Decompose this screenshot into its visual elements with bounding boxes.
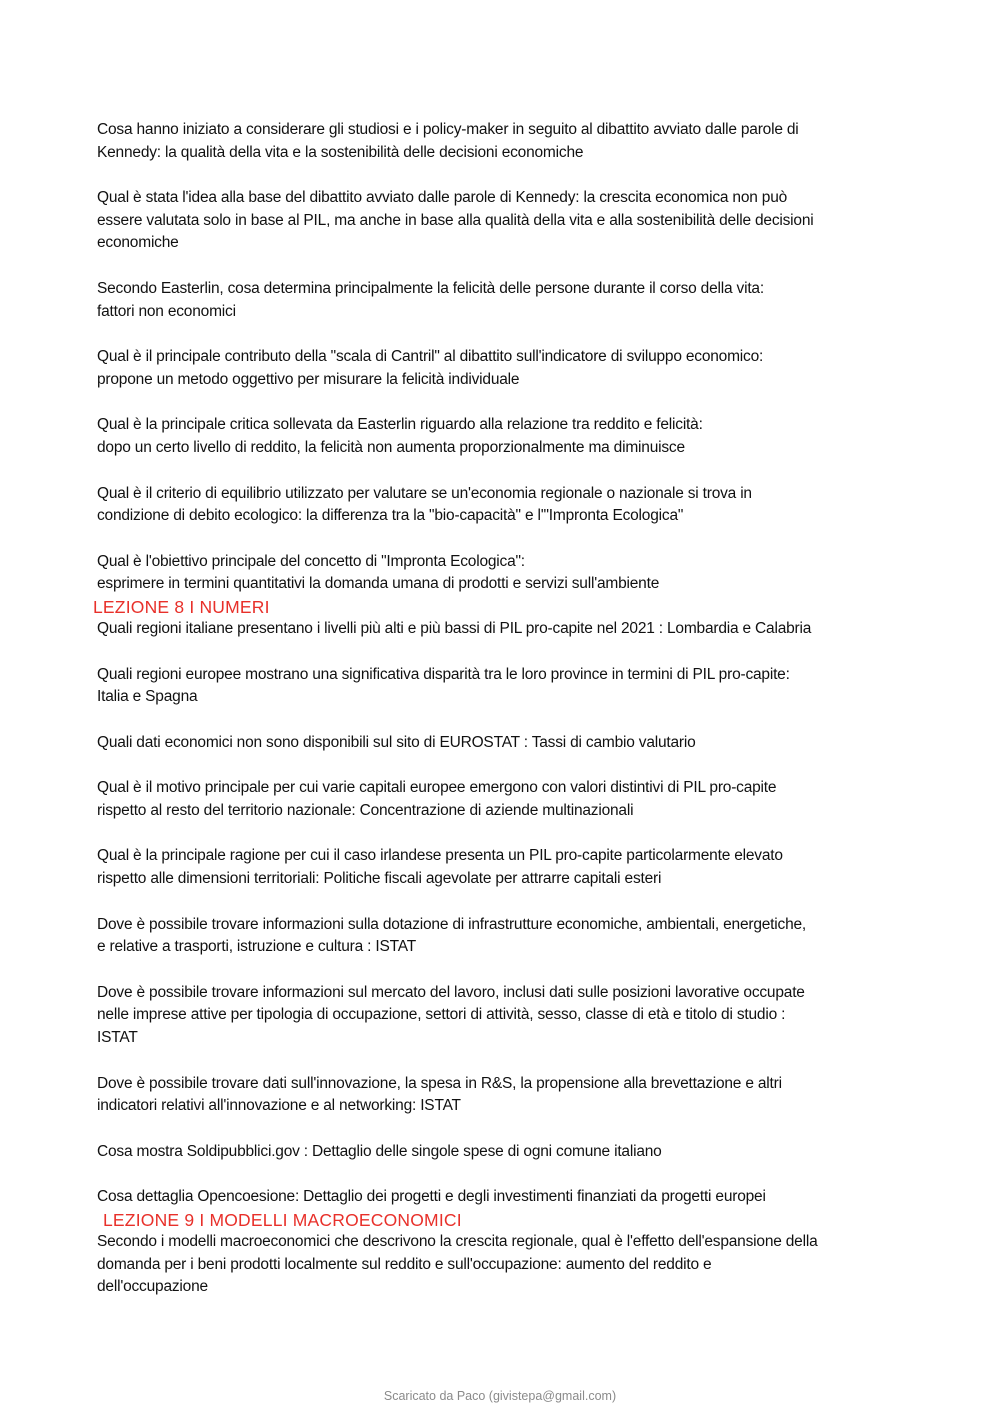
heading-lezione-8: LEZIONE 8 I NUMERI [93, 596, 270, 617]
qa-paragraph [97, 551, 912, 596]
qa-paragraph [97, 1073, 912, 1118]
paragraph-line: fattori non economici [97, 302, 236, 320]
paragraph-line: esprimere in termini quantitativi la domanda umana di prodotti e servizi sull'ambiente [97, 575, 660, 593]
paragraph-line: Qual è l'obiettivo principale del concetto di "Impronta Ecologica": [97, 552, 525, 570]
paragraph-line: Qual è il motivo principale per cui varie capitali europee emergono con valori distintivi di PIL pro-capite [97, 779, 777, 797]
qa-paragraph [97, 187, 912, 255]
section-lezione-8 [97, 618, 912, 1209]
paragraph-line: Secondo Easterlin, cosa determina principalmente la felicità delle persone durante il corso della vita: [97, 279, 764, 297]
qa-paragraph [97, 845, 912, 890]
paragraph-line: Kennedy: la qualità della vita e la sostenibilità delle decisioni economiche [97, 143, 584, 161]
qa-paragraph [97, 119, 912, 164]
download-footer: Scaricato da Paco (givistepa@gmail.com) [383, 1389, 617, 1403]
section-kennedy-easterlin [97, 119, 912, 596]
document-body [93, 119, 912, 1299]
paragraph-line: Cosa hanno iniziato a considerare gli studiosi e i policy-maker in seguito al dibattito avviato dalle parole di [97, 121, 799, 138]
qa-paragraph [97, 1231, 912, 1299]
paragraph-line: e relative a trasporti, istruzione e cultura : ISTAT [97, 938, 416, 956]
paragraph-line: rispetto alle dimensioni territoriali: Politiche fiscali agevolate per attrarre capitali esteri [97, 870, 662, 888]
qa-paragraph [97, 278, 912, 323]
paragraph-line: Quali regioni italiane presentano i livelli più alti e più bassi di PIL pro-capite nel 2021 : Lombardia e Calabria [97, 619, 812, 637]
qa-paragraph [97, 982, 912, 1050]
qa-paragraph [97, 777, 912, 822]
qa-paragraph [97, 664, 912, 709]
paragraph-line: indicatori relativi all'innovazione e al networking: ISTAT [97, 1097, 461, 1115]
paragraph-line: condizione di debito ecologico: la differenza tra la "bio-capacità" e l'"Impronta Ecologica" [97, 507, 684, 525]
paragraph-line: Quali regioni europee mostrano una significativa disparità tra le loro province in termini di PIL pro-capite: [97, 665, 790, 683]
paragraph-line: essere valutata solo in base al PIL, ma anche in base alla qualità della vita e alla sostenibilità delle decisioni [97, 211, 814, 229]
qa-paragraph [97, 483, 912, 528]
paragraph-line: Italia e Spagna [97, 688, 198, 706]
qa-paragraph [97, 732, 912, 755]
paragraph-line: Cosa mostra Soldipubblici.gov : Dettaglio delle singole spese di ogni comune italiano [97, 1142, 662, 1160]
section-lezione-9 [97, 1231, 912, 1299]
heading-lezione-9: LEZIONE 9 I MODELLI MACROECONOMICI [103, 1210, 462, 1230]
paragraph-line: Qual è la principale ragione per cui il caso irlandese presenta un PIL pro-capite particolarmente elevato [97, 847, 783, 865]
paragraph-line: domanda per i beni prodotti localmente sul reddito e sull'occupazione: aumento del reddito e [97, 1255, 712, 1273]
paragraph-line: Cosa dettaglia Opencoesione: Dettaglio dei progetti e degli investimenti finanziati da progetti europei [97, 1188, 766, 1206]
paragraph-line: Secondo i modelli macroeconomici che descrivono la crescita regionale, qual è l'effetto dell'espansione della [97, 1233, 818, 1250]
paragraph-line: rispetto al resto del territorio nazionale: Concentrazione di aziende multinazionali [97, 801, 634, 819]
qa-paragraph [97, 618, 912, 641]
paragraph-line: dell'occupazione [97, 1278, 208, 1296]
paragraph-line: Qual è il principale contributo della "scala di Cantril" al dibattito sull'indicatore di sviluppo economico: [97, 348, 764, 366]
paragraph-line: Quali dati economici non sono disponibili sul sito di EUROSTAT : Tassi di cambio valutario [97, 733, 696, 751]
qa-paragraph [97, 914, 912, 959]
paragraph-line: Qual è la principale critica sollevata da Easterlin riguardo alla relazione tra reddito e felicità: [97, 416, 703, 434]
qa-paragraph [97, 346, 912, 391]
paragraph-line: nelle imprese attive per tipologia di occupazione, settori di attività, sesso, classe di età e titolo di studio : [97, 1006, 786, 1024]
qa-paragraph [97, 414, 912, 459]
paragraph-line: ISTAT [97, 1029, 138, 1047]
paragraph-line: economiche [97, 234, 179, 252]
paragraph-line: dopo un certo livello di reddito, la felicità non aumenta proporzionalmente ma diminuisce [97, 438, 685, 456]
paragraph-line: Dove è possibile trovare dati sull'innovazione, la spesa in R&S, la propensione alla brevettazione e altri [97, 1074, 782, 1092]
paragraph-line: Dove è possibile trovare informazioni sul mercato del lavoro, inclusi dati sulle posizioni lavorative occupate [97, 983, 805, 1001]
qa-paragraph [97, 1186, 912, 1209]
paragraph-line: Qual è stata l'idea alla base del dibattito avviato dalle parole di Kennedy: la crescita economica non può [97, 189, 788, 207]
paragraph-line: propone un metodo oggettivo per misurare la felicità individuale [97, 370, 520, 388]
paragraph-line: Qual è il criterio di equilibrio utilizzato per valutare se un'economia regionale o nazionale si trova in [97, 484, 752, 502]
qa-paragraph [97, 1141, 912, 1164]
paragraph-line: Dove è possibile trovare informazioni sulla dotazione di infrastrutture economiche, ambientali, energetiche, [97, 915, 807, 933]
